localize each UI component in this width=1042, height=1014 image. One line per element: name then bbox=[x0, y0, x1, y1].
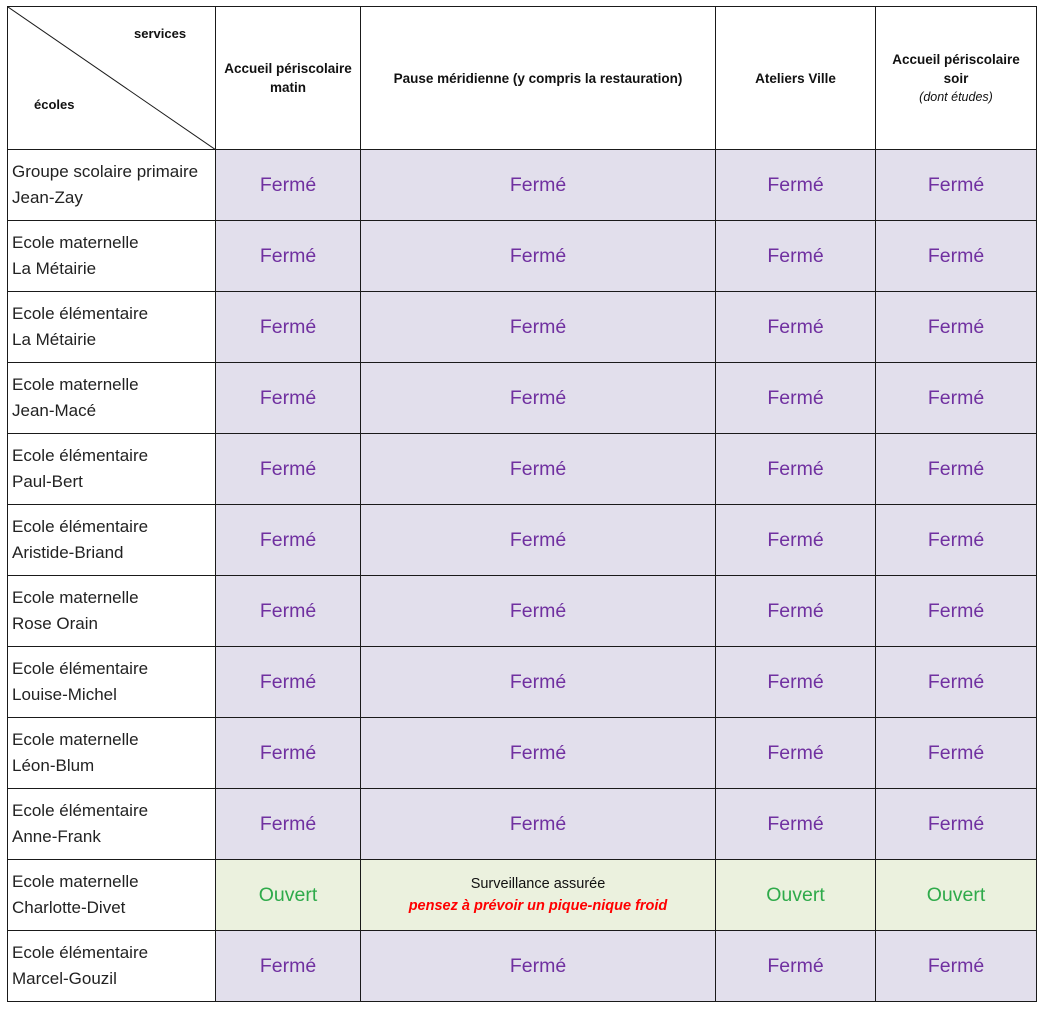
status-cell-morning-care bbox=[216, 292, 361, 363]
table-row bbox=[8, 576, 1037, 647]
table-row bbox=[8, 789, 1037, 860]
status-cell-evening-care bbox=[876, 363, 1037, 434]
status-cell-lunch-break bbox=[361, 363, 716, 434]
status-cell-city-workshops bbox=[716, 718, 876, 789]
column-header-morning-care bbox=[216, 7, 361, 150]
column-header-label: Pause méridienne (y compris la restauration) bbox=[393, 70, 683, 86]
supervision-note: Surveillance assurée bbox=[470, 876, 606, 892]
table-row bbox=[8, 363, 1037, 434]
status-value: Fermé bbox=[767, 173, 824, 196]
status-value: Fermé bbox=[509, 244, 567, 267]
schools-axis-label: écoles bbox=[34, 97, 75, 112]
column-header-evening-care bbox=[876, 7, 1037, 150]
status-value: Fermé bbox=[767, 954, 824, 977]
school-name-cell bbox=[8, 292, 216, 363]
status-value: Fermé bbox=[509, 812, 567, 835]
status-value: Fermé bbox=[509, 741, 567, 764]
school-name: Marcel-Gouzil bbox=[12, 969, 117, 988]
status-value: Fermé bbox=[927, 670, 985, 693]
picnic-reminder: pensez à prévoir un pique-nique froid bbox=[408, 898, 668, 914]
school-type: Ecole maternelle bbox=[12, 375, 139, 394]
status-cell-lunch-break bbox=[361, 576, 716, 647]
school-name-cell bbox=[8, 789, 216, 860]
status-cell-lunch-break bbox=[361, 931, 716, 1002]
school-name: Paul-Bert bbox=[12, 472, 83, 491]
status-value: Fermé bbox=[767, 741, 824, 764]
column-header-note: (dont études) bbox=[919, 89, 993, 104]
school-name-cell bbox=[8, 576, 216, 647]
school-name: Jean-Zay bbox=[12, 188, 83, 207]
status-value: Fermé bbox=[259, 457, 317, 480]
school-name-cell bbox=[8, 150, 216, 221]
school-name-cell bbox=[8, 931, 216, 1002]
status-value: Fermé bbox=[767, 315, 824, 338]
status-cell-evening-care bbox=[876, 647, 1037, 718]
status-value: Fermé bbox=[259, 244, 317, 267]
status-value: Fermé bbox=[927, 741, 985, 764]
status-value: Fermé bbox=[259, 173, 317, 196]
status-value: Fermé bbox=[509, 386, 567, 409]
school-name: La Métairie bbox=[12, 259, 97, 278]
status-value: Fermé bbox=[259, 812, 317, 835]
status-cell-evening-care bbox=[876, 505, 1037, 576]
status-value: Fermé bbox=[927, 315, 985, 338]
school-name-cell bbox=[8, 647, 216, 718]
table-row bbox=[8, 718, 1037, 789]
status-cell-city-workshops bbox=[716, 647, 876, 718]
school-services-table bbox=[7, 6, 1037, 1002]
status-cell-evening-care bbox=[876, 576, 1037, 647]
status-value: Fermé bbox=[767, 670, 824, 693]
table-body bbox=[8, 150, 1037, 1002]
school-type: Ecole élémentaire bbox=[12, 304, 149, 323]
status-value: Fermé bbox=[927, 528, 985, 551]
status-value: Ouvert bbox=[766, 883, 825, 906]
table-row bbox=[8, 647, 1037, 718]
school-name-cell bbox=[8, 221, 216, 292]
school-type: Ecole maternelle bbox=[12, 588, 139, 607]
status-value: Fermé bbox=[509, 599, 567, 622]
table-row bbox=[8, 150, 1037, 221]
status-cell-morning-care bbox=[216, 150, 361, 221]
status-value: Fermé bbox=[259, 741, 317, 764]
status-value: Fermé bbox=[259, 954, 317, 977]
status-cell-lunch-break bbox=[361, 221, 716, 292]
status-value: Fermé bbox=[927, 812, 985, 835]
school-name-cell bbox=[8, 860, 216, 931]
table-row bbox=[8, 434, 1037, 505]
school-type: Ecole élémentaire bbox=[12, 801, 149, 820]
status-value: Fermé bbox=[509, 670, 567, 693]
column-header-label: Accueil périscolaire soir bbox=[892, 51, 1020, 86]
school-name-cell bbox=[8, 363, 216, 434]
status-cell-morning-care bbox=[216, 221, 361, 292]
status-cell-morning-care bbox=[216, 931, 361, 1002]
school-name: Jean-Macé bbox=[12, 401, 97, 420]
table-row bbox=[8, 931, 1037, 1002]
status-cell-city-workshops bbox=[716, 505, 876, 576]
school-type: Groupe scolaire primaire bbox=[12, 162, 199, 181]
status-cell-evening-care bbox=[876, 860, 1037, 931]
status-value: Fermé bbox=[509, 528, 567, 551]
school-type: Ecole élémentaire bbox=[12, 517, 149, 536]
status-cell-city-workshops bbox=[716, 221, 876, 292]
school-type: Ecole élémentaire bbox=[12, 943, 149, 962]
status-value: Ouvert bbox=[926, 883, 986, 906]
status-cell-morning-care bbox=[216, 576, 361, 647]
corner-header-cell bbox=[8, 7, 216, 150]
school-name: La Métairie bbox=[12, 330, 97, 349]
status-cell-city-workshops bbox=[716, 150, 876, 221]
status-cell-evening-care bbox=[876, 718, 1037, 789]
school-name-cell bbox=[8, 434, 216, 505]
status-cell-lunch-break bbox=[361, 505, 716, 576]
status-cell-city-workshops bbox=[716, 292, 876, 363]
status-value: Fermé bbox=[259, 315, 317, 338]
status-cell-evening-care bbox=[876, 789, 1037, 860]
status-value: Fermé bbox=[509, 954, 567, 977]
table-row bbox=[8, 860, 1037, 931]
table-row bbox=[8, 292, 1037, 363]
table-row bbox=[8, 221, 1037, 292]
status-cell-lunch-break bbox=[361, 292, 716, 363]
status-cell-morning-care bbox=[216, 860, 361, 931]
school-type: Ecole élémentaire bbox=[12, 659, 149, 678]
services-axis-label: services bbox=[134, 26, 187, 41]
status-cell-morning-care bbox=[216, 434, 361, 505]
school-name-cell bbox=[8, 505, 216, 576]
status-cell-lunch-break bbox=[361, 718, 716, 789]
status-value: Fermé bbox=[927, 457, 985, 480]
status-value: Fermé bbox=[927, 954, 985, 977]
status-cell-lunch-break bbox=[361, 647, 716, 718]
status-cell-city-workshops bbox=[716, 931, 876, 1002]
school-type: Ecole maternelle bbox=[12, 872, 139, 891]
status-cell-lunch-break bbox=[361, 789, 716, 860]
status-cell-lunch-break bbox=[361, 860, 716, 931]
school-name: Aristide-Briand bbox=[12, 543, 124, 562]
status-value: Fermé bbox=[767, 457, 824, 480]
school-name: Rose Orain bbox=[12, 614, 98, 633]
header-row bbox=[8, 7, 1037, 150]
status-cell-city-workshops bbox=[716, 789, 876, 860]
column-header-label: Ateliers Ville bbox=[755, 70, 836, 86]
status-cell-morning-care bbox=[216, 505, 361, 576]
column-header-label: Accueil périscolaire matin bbox=[224, 61, 352, 95]
status-value: Fermé bbox=[767, 599, 824, 622]
school-name: Anne-Frank bbox=[12, 827, 101, 846]
status-value: Fermé bbox=[259, 599, 317, 622]
status-value: Fermé bbox=[767, 812, 824, 835]
status-value: Fermé bbox=[927, 244, 985, 267]
school-name: Louise-Michel bbox=[12, 685, 117, 704]
status-value: Fermé bbox=[259, 670, 317, 693]
status-cell-morning-care bbox=[216, 363, 361, 434]
school-name-cell bbox=[8, 718, 216, 789]
status-value: Fermé bbox=[927, 386, 985, 409]
status-value: Fermé bbox=[927, 173, 985, 196]
school-name: Léon-Blum bbox=[12, 756, 95, 775]
status-value: Fermé bbox=[767, 528, 824, 551]
status-value: Ouvert bbox=[258, 883, 318, 906]
status-cell-lunch-break bbox=[361, 150, 716, 221]
status-cell-evening-care bbox=[876, 931, 1037, 1002]
school-type: Ecole maternelle bbox=[12, 730, 139, 749]
table-row bbox=[8, 505, 1037, 576]
status-value: Fermé bbox=[509, 173, 567, 196]
status-value: Fermé bbox=[509, 315, 567, 338]
status-cell-morning-care bbox=[216, 789, 361, 860]
status-cell-city-workshops bbox=[716, 576, 876, 647]
school-type: Ecole maternelle bbox=[12, 233, 139, 252]
status-cell-evening-care bbox=[876, 150, 1037, 221]
status-value: Fermé bbox=[259, 386, 317, 409]
column-header-city-workshops bbox=[716, 7, 876, 150]
status-cell-city-workshops bbox=[716, 434, 876, 505]
status-cell-city-workshops bbox=[716, 860, 876, 931]
status-value: Fermé bbox=[767, 244, 824, 267]
status-cell-city-workshops bbox=[716, 363, 876, 434]
status-cell-evening-care bbox=[876, 292, 1037, 363]
status-cell-evening-care bbox=[876, 221, 1037, 292]
school-name: Charlotte-Divet bbox=[12, 898, 126, 917]
column-header-lunch-break bbox=[361, 7, 716, 150]
status-cell-morning-care bbox=[216, 647, 361, 718]
status-cell-lunch-break bbox=[361, 434, 716, 505]
status-value: Fermé bbox=[509, 457, 567, 480]
school-type: Ecole élémentaire bbox=[12, 446, 149, 465]
status-cell-morning-care bbox=[216, 718, 361, 789]
status-cell-evening-care bbox=[876, 434, 1037, 505]
status-value: Fermé bbox=[259, 528, 317, 551]
status-value: Fermé bbox=[767, 386, 824, 409]
services-status-sheet bbox=[7, 6, 1037, 1002]
status-value: Fermé bbox=[927, 599, 985, 622]
